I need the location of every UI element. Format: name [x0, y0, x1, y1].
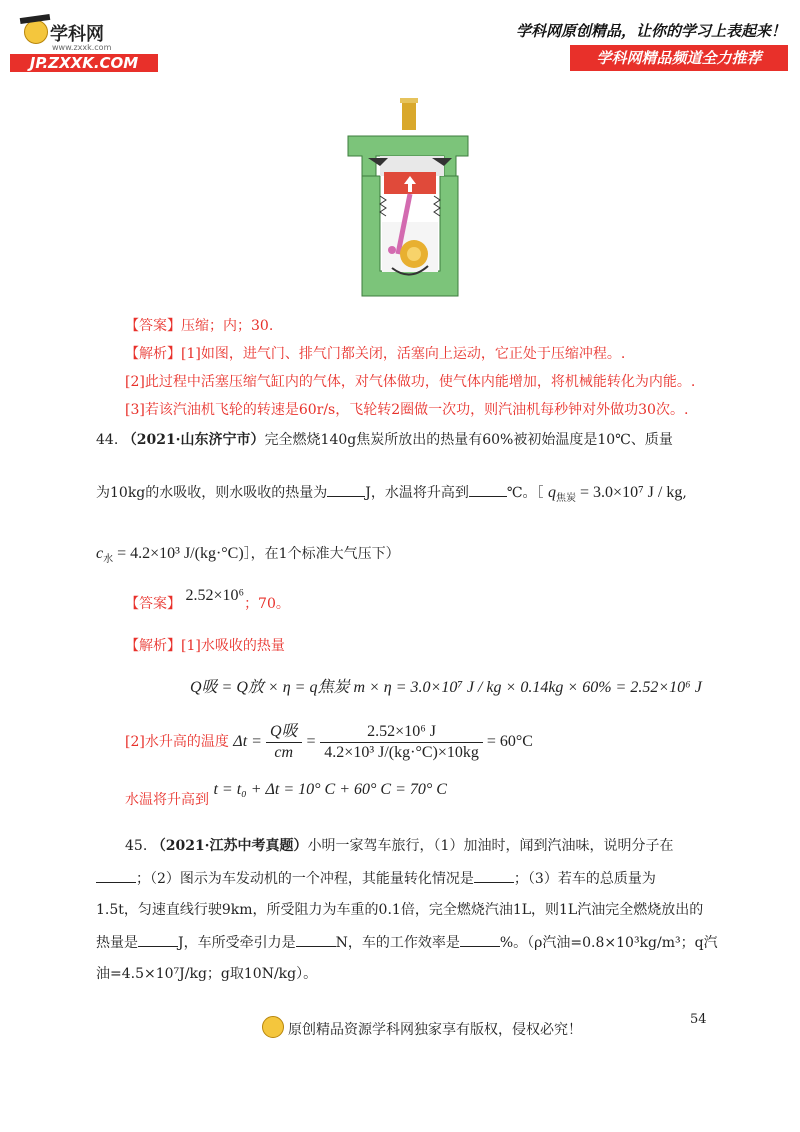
q43-analysis-line1: [125, 344, 625, 364]
stem-text: %。（ρ汽油=0.8×10³kg/m³；q汽: [499, 935, 718, 951]
c-value: = 4.2×10³ J/(kg·°C): [117, 545, 244, 562]
engine-diagram: [340, 96, 480, 301]
question-number: 44.: [96, 432, 119, 448]
q-coke-formula: $q_{焦炭} = 3.0\times 10^7$ J / kg: [548, 484, 683, 505]
answer-blank-1[interactable]: [96, 868, 136, 883]
answer-blank-1[interactable]: [327, 482, 365, 497]
equation-temp-rise: Δt = $\frac{\text{Q吸}}{cm}$ = $\frac{\text{2.52×10⁶ J}}{\text{4.2×10³ J/(kg·°C)×10kg}}$ = 60°C: [233, 723, 533, 761]
question-source: （2021·山东济宁市）: [122, 432, 265, 448]
answer-text: 压缩；内；30.: [181, 318, 274, 334]
copyright-notice: 原创精品资源学科网独家享有版权，侵权必究！: [288, 1022, 582, 1038]
stem-text: 为10kg的水吸收，则水吸收的热量为: [96, 485, 328, 501]
frac-numerator: Q吸: [266, 722, 302, 743]
answer-blank-3[interactable]: [138, 932, 178, 947]
spring-right-icon: [434, 196, 440, 216]
q45-stem-line2: [96, 868, 656, 889]
answer-blank-2[interactable]: [469, 482, 507, 497]
stem-text: ℃。［: [506, 485, 544, 501]
logo-url: JP.ZXXK.COM: [10, 54, 158, 72]
q45-stem-line1: [125, 836, 673, 856]
analysis-text: 水温将升高到: [125, 792, 209, 808]
analysis-label: 【解析】: [125, 346, 181, 362]
q44-answer-line: [125, 587, 290, 614]
q44-analysis-line1: [125, 636, 285, 656]
q45-stem-line3: 1.5t，匀速直线行驶9km，所受阻力为车重的0.1倍，完全燃烧汽油1L，则1L汽油完全燃烧放出的: [96, 902, 704, 918]
analysis-text: [2]水升高的温度: [125, 734, 229, 751]
stem-text: ］，在1个标准大气压下）: [243, 546, 400, 562]
q43-analysis-line3: [3]若该汽油机飞轮的转速是60r/s，飞轮转2圈做一次功，则汽油机每秒钟对外做功30次。.: [125, 402, 689, 418]
q44-stem-line3: [96, 544, 400, 570]
stem-text: 热量是: [96, 935, 138, 951]
answer-blank-2[interactable]: [474, 868, 514, 883]
spring-left-icon: [380, 196, 386, 216]
header-slogan: 学科网原创精品，让你的学习上表起来！: [516, 22, 787, 40]
q43-analysis-line2: [2]此过程中活塞压缩气缸内的气体，对气体做功，使气体内能增加，将机械能转化为内能。.: [125, 374, 696, 390]
q44-stem-line2: 为10kg的水吸收，则水吸收的热量为 J，水温将升高到 ℃。［ $q_{焦炭} = 3.0\times 10^7$ J / kg,: [96, 484, 687, 505]
c-subscript: 水: [103, 554, 114, 566]
answer-rest: ；70。: [244, 596, 290, 612]
analysis-label: 【解析】: [125, 638, 181, 654]
site-logo: [10, 14, 160, 74]
stem-text: ；（2）图示为车发动机的一个冲程，其能量转化情况是: [136, 871, 474, 887]
stem-text: N，车的工作效率是: [335, 935, 460, 951]
stem-text: J，车所受牵引力是: [178, 935, 296, 951]
analysis-text: [1]水吸收的热量: [181, 638, 285, 654]
q45-stem-line4: [96, 932, 718, 953]
answer-value: 2.52×10⁶: [185, 587, 245, 604]
q44-analysis-line2: [125, 722, 533, 763]
frac-denominator: 4.2×10³ J/(kg·°C)×10kg: [324, 744, 479, 761]
mascot-icon: [24, 20, 48, 44]
question-source: （2021·江苏中考真题）: [151, 838, 308, 854]
q43-answer-line: [125, 316, 273, 336]
q-value: = 3.0×10⁷ J / kg: [580, 484, 683, 501]
stem-text: ；（3）若车的总质量为: [513, 871, 656, 887]
equation-heat-absorbed: Q吸 = Q放 × η = q焦炭 m × η = 3.0×10⁷ J / kg × 0.14kg × 60% = 2.52×10⁶ J: [190, 679, 702, 696]
c-water-formula: $c_水 = 4.2\times 10^3$ J/(kg·°C): [96, 545, 244, 566]
q44-analysis-line3: [125, 781, 447, 810]
equation-final-temp: t = t₀ + Δt = 10° C + 60° C = 70° C: [213, 781, 447, 798]
frac-denominator: cm: [274, 744, 294, 761]
logo-title: 学科网: [50, 24, 104, 45]
question-number: 45.: [125, 838, 148, 854]
q-subscript: 焦炭: [556, 493, 577, 505]
page-number: 54: [690, 1012, 707, 1027]
logo-subtitle: www.zxxk.com: [52, 43, 112, 52]
answer-label: 【答案】: [125, 596, 181, 612]
answer-blank-5[interactable]: [460, 932, 500, 947]
stem-text: J，水温将升高到: [365, 485, 469, 501]
answer-blank-4[interactable]: [296, 932, 336, 947]
q45-stem-line5: 油=4.5×10⁷J/kg；g取10N/kg）。: [96, 966, 318, 982]
analysis-text: [1]如图，进气门、排气门都关闭，活塞向上运动，它正处于压缩冲程。.: [181, 346, 626, 362]
frac-numerator: 2.52×10⁶ J: [320, 722, 483, 743]
stem-text: 小明一家驾车旅行，（1）加油时，闻到汽油味，说明分子在: [307, 838, 674, 854]
equation-result: = 60°C: [486, 733, 533, 751]
question-text: 完全燃烧140g焦炭所放出的热量有60%被初始温度是10℃、质量: [264, 432, 673, 448]
mascot-icon: [262, 1016, 284, 1038]
header-banner: 学科网精品频道全力推荐: [570, 45, 788, 71]
spark-plug-icon: [402, 100, 416, 130]
q44-stem-line1: [96, 430, 673, 450]
answer-label: 【答案】: [125, 318, 181, 334]
